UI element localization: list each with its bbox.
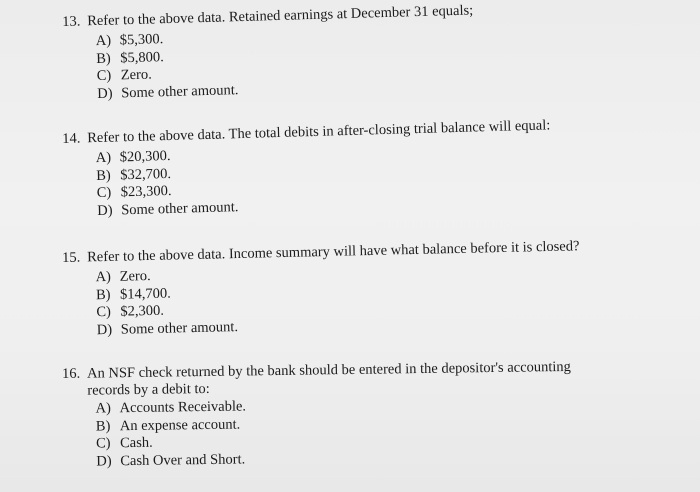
option-letter: A)	[95, 149, 112, 167]
option-letter: D)	[96, 321, 113, 338]
option-letter: B)	[96, 167, 111, 184]
question-number: 16.	[62, 365, 81, 382]
question-text: Refer to the above data. Retained earnings at December 31 equals;	[86, 2, 474, 30]
question-number: 13.	[62, 13, 81, 30]
option-letter: B)	[95, 286, 111, 303]
question-number: 15.	[62, 249, 81, 266]
option-text: Some other amount.	[120, 318, 239, 338]
question-number: 14.	[62, 130, 81, 147]
option-letter: A)	[95, 32, 112, 50]
answer-options	[62, 256, 663, 340]
option-text: Cash Over and Short.	[120, 450, 246, 469]
option-text: Accounts Receivable.	[119, 398, 247, 417]
option-letter: B)	[95, 417, 111, 435]
answer-options	[63, 17, 665, 104]
question-text: Refer to the above data. Income summary will have what balance before it is closed?	[86, 238, 580, 266]
option-text: An expense account.	[119, 416, 241, 434]
question-text: Refer to the above data. The total debits in after-closing trial balance will equal:	[86, 117, 551, 147]
option-text: $20,300.	[119, 147, 171, 166]
option-letter: A)	[95, 400, 112, 417]
option-text: $5,800.	[120, 48, 164, 66]
question-text-continued: records by a debit to:	[87, 380, 210, 399]
option-letter: B)	[96, 50, 111, 67]
option-text: $5,300.	[119, 31, 164, 49]
question-16	[62, 358, 663, 471]
question-text: An NSF check returned by the bank should be entered in the depositor's accounting	[86, 358, 571, 382]
question-15	[62, 236, 664, 340]
question-14	[62, 114, 664, 221]
option-letter: C)	[96, 67, 112, 85]
option-text: $23,300.	[120, 182, 172, 201]
option-text: $14,700.	[119, 285, 171, 303]
option-letter: C)	[96, 184, 112, 202]
answer-options	[63, 134, 665, 221]
answer-options	[62, 393, 663, 471]
question-13	[62, 0, 664, 104]
option-text: Zero.	[120, 66, 152, 84]
option-letter: C)	[95, 435, 111, 452]
option-letter: D)	[96, 452, 112, 470]
option-letter: C)	[96, 303, 112, 321]
option-text: Cash.	[119, 434, 153, 452]
option-text: $32,700.	[120, 165, 172, 183]
option-text: $2,300.	[120, 302, 165, 320]
option-text: Some other amount.	[121, 81, 239, 101]
option-letter: A)	[95, 268, 112, 286]
option-letter: D)	[97, 85, 113, 102]
option-letter: D)	[97, 202, 113, 219]
option-text: Zero.	[119, 267, 151, 285]
option-text: Some other amount.	[121, 198, 239, 218]
